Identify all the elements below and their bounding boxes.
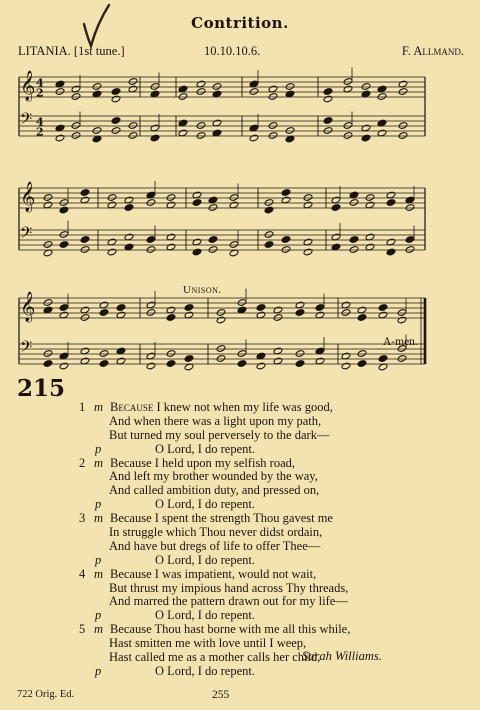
notehead [111,95,121,103]
notehead [349,199,359,207]
notehead [378,304,388,312]
hymn-number: 215 [17,375,66,402]
verse-number: 1 [79,400,86,414]
verse-line [0,582,480,596]
verse-number: 5 [79,622,86,637]
treble-clef-icon: 𝄞 [20,292,36,322]
notehead [99,350,109,358]
notehead [43,350,53,358]
notehead [99,309,109,317]
verse-text [110,401,333,415]
notehead [111,127,121,135]
notehead [80,189,90,197]
refrain-line: O Lord, I do repent. [155,552,255,567]
notehead [216,355,226,363]
notehead [397,309,407,317]
verse-line [0,429,480,443]
notehead [128,132,138,140]
amen-label: A-men. [383,336,418,348]
notehead [43,241,53,249]
treble-clef-icon: 𝄞 [20,71,36,101]
notehead [192,199,202,207]
verse-line [0,554,480,568]
verse-line [0,401,480,415]
verse-text: Because I held upon my selfish road, [110,455,296,470]
refrain-line: O Lord, I do repent. [155,497,255,512]
verse-line [0,568,480,582]
verse-text: But thrust my impious hand across Thy threads, [109,580,349,595]
notehead [386,199,396,207]
verse-line [0,609,480,623]
verse-line [0,457,480,471]
author-attribution: Sarah Williams. [302,649,382,663]
notehead [184,304,194,312]
notehead [80,246,90,254]
notehead [285,83,295,91]
notehead [357,314,367,322]
notehead [331,204,341,212]
notehead [208,246,218,254]
notehead [249,134,259,142]
notehead [124,204,134,212]
notehead [237,299,247,307]
verse-line [0,595,480,609]
notehead [264,199,274,207]
notehead [398,88,408,96]
time-signature-top: 4 [36,115,44,129]
verse-line [0,484,480,498]
notehead [349,236,359,244]
verse-line [0,470,480,484]
notehead [208,236,218,244]
notehead [357,350,367,358]
notehead [216,345,226,353]
notehead [357,360,367,368]
notehead [99,360,109,368]
notehead [256,304,266,312]
notehead [268,93,278,101]
verse-line [0,443,480,457]
verse-line [0,512,480,526]
dynamic-marking: p [95,441,102,456]
refrain-line: O Lord, I do repent. [155,441,255,456]
notehead [341,362,351,370]
verse-text: And left my brother wounded by the way, [109,469,318,484]
notehead [237,360,247,368]
notehead [128,78,138,86]
verse-text: And marred the pattern drawn out for my life— [109,594,348,609]
notehead [146,236,156,244]
notehead [349,246,359,254]
notehead [323,127,333,135]
verse-lead-caps: Because [110,400,154,414]
verse-text: Hast smitten me with love until I weep, [109,636,307,651]
notehead [59,231,69,239]
refrain-line: O Lord, I do repent. [155,663,255,678]
notehead [386,248,396,256]
verse-text-rest: I knew not when my life was good, [153,400,333,414]
notehead [341,309,351,317]
notehead [398,132,408,140]
notehead [365,194,375,202]
notehead [273,314,283,322]
notehead [281,236,291,244]
tune-name: LITANIA. [1st tune.] [18,44,125,58]
notehead [71,132,81,140]
notehead [281,189,291,197]
notehead [92,127,102,135]
page-number: 255 [212,689,230,701]
dynamic-marking: m [94,455,104,470]
notehead [59,362,69,370]
notehead [146,246,156,254]
notehead [192,248,202,256]
notehead [71,93,81,101]
notehead [146,199,156,207]
notehead [229,194,239,202]
verse-line [0,526,480,540]
notehead [146,309,156,317]
notehead [208,204,218,212]
notehead [146,362,156,370]
notehead [229,241,239,249]
verse-text: But turned my soul perversely to the dark— [109,427,330,442]
notehead [405,204,415,212]
notehead [264,206,274,214]
dynamic-marking: p [95,608,102,623]
verse-text: And have but dregs of life to offer Thee— [109,538,321,553]
time-signature-bottom: 2 [36,86,44,100]
verse-line [0,415,480,429]
notehead [55,134,65,142]
notehead [295,360,305,368]
notehead [178,93,188,101]
notehead [249,88,259,96]
verse-line [0,651,480,665]
refrain-line: O Lord, I do repent. [155,608,255,623]
notehead [212,83,222,91]
notehead [71,122,81,130]
verse-line [0,637,480,651]
notehead [405,246,415,254]
notehead [166,360,176,368]
notehead [285,127,295,135]
notehead [43,194,53,202]
tune-composer: F. Allmand. [401,44,464,58]
time-signature-top: 4 [36,76,44,90]
notehead [295,350,305,358]
verse-line [0,665,480,679]
notehead [55,88,65,96]
notehead [196,132,206,140]
dynamic-marking: p [95,663,102,678]
notehead [59,206,69,214]
dynamic-marking: m [94,400,104,414]
notehead [80,314,90,322]
notehead [150,134,160,142]
notehead [107,248,117,256]
notehead [361,83,371,91]
notehead [397,316,407,324]
notehead [303,248,313,256]
notehead [196,122,206,130]
notehead [264,231,274,239]
verse-text: And when there was a light upon my path, [109,413,322,428]
bass-clef-icon: 𝄢 [20,338,33,360]
verse-text: Because I spent the strength Thou gavest me [110,511,333,526]
notehead [59,241,69,249]
notehead [323,95,333,103]
verse-line [0,623,480,637]
notehead [43,360,53,368]
notehead [378,355,388,363]
notehead [43,299,53,307]
notehead [295,309,305,317]
notehead [128,122,138,130]
notehead [361,134,371,142]
notehead [405,236,415,244]
footer-edition-ref: 722 Orig. Ed. [17,689,75,700]
notehead [92,83,102,91]
notehead [343,78,353,86]
notehead [196,88,206,96]
dynamic-marking: m [94,511,104,526]
verse-text: Because I was impatient, would not wait, [110,566,317,581]
notehead [398,122,408,130]
notehead [59,199,69,207]
notehead [303,194,313,202]
treble-clef-icon: 𝄞 [20,182,36,212]
notehead [397,355,407,363]
notehead [150,83,160,91]
notehead [323,117,333,125]
notehead [377,93,387,101]
time-signature-bottom: 2 [36,125,44,139]
notehead [256,362,266,370]
notehead [237,350,247,358]
notehead [268,132,278,140]
bass-clef-icon: 𝄢 [20,110,33,132]
notehead [166,314,176,322]
notehead [107,194,117,202]
notehead [315,304,325,312]
notehead [166,194,176,202]
dynamic-marking: m [94,622,104,637]
notehead [111,88,121,96]
dynamic-marking: m [94,566,104,581]
notehead [116,304,126,312]
notehead [166,350,176,358]
verse-number: 4 [79,566,86,581]
notehead [80,236,90,244]
verse-number: 2 [79,455,86,470]
tune-meter: 10.10.10.6. [204,44,261,58]
notehead [343,132,353,140]
notehead [111,117,121,125]
notehead [343,122,353,130]
verse-text: Because Thou hast borne with me all this while, [110,622,351,637]
hymn-verses [0,401,480,679]
verse-text: And called ambition duty, and pressed on, [109,483,320,498]
verse-number: 3 [79,511,86,526]
page-title: Contrition. [191,14,289,32]
notehead [264,241,274,249]
unison-label: Unison. [183,284,222,296]
notehead [184,355,194,363]
notehead [323,88,333,96]
bass-clef-icon: 𝄢 [20,224,33,246]
verse-line [0,540,480,554]
notehead [268,122,278,130]
verse-text: Hast called me as a mother calls her child, [109,650,321,665]
verse-line [0,498,480,512]
dynamic-marking: p [95,497,102,512]
notehead [216,316,226,324]
notehead [281,246,291,254]
notehead [59,304,69,312]
notehead [216,309,226,317]
dynamic-marking: p [95,552,102,567]
verse-text: In struggle which Thou never didst ordain, [109,525,323,540]
